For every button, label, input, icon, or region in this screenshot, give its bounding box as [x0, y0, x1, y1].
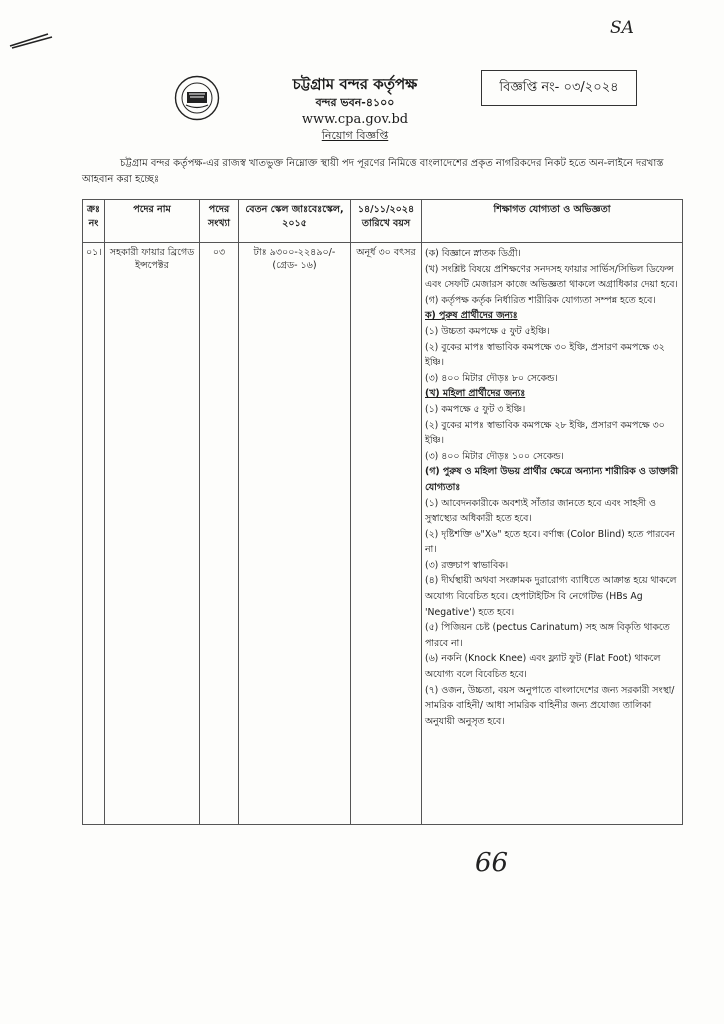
document-header — [260, 74, 450, 144]
requirement-subheading: (গ) পুরুষ ও মহিলা উভয় প্রার্থীর ক্ষেত্রে অন্যান্য শারীরিক ও ডাক্তারী যোগ্যতাঃ — [425, 466, 679, 493]
cell-qualification — [422, 243, 683, 825]
table-row — [83, 243, 683, 825]
header-post-name: পদের নাম — [105, 200, 200, 243]
cell-post-count: ০৩ — [200, 243, 239, 825]
requirement-item: (২) দৃষ্টিশক্তি ৬"X৬" হতে হবে। বর্ণান্ধ (Color Blind) হতে পারবেন না। — [425, 528, 675, 556]
requirement-item: (৬) নকনি (Knock Knee) এবং ফ্ল্যাট ফুট (Flat Foot) থাকলে অযোগ্য বলে বিবেচিত হবে। — [425, 653, 661, 681]
requirement-item: (৩) ৪০০ মিটার দৌড়ঃ ১০০ সেকেন্ড। — [425, 450, 564, 462]
cell-post-name: সহকারী ফায়ার ব্রিগেড ইন্সপেক্টর — [105, 243, 200, 825]
cell-age: অনূর্ধ ৩০ বৎসর — [351, 243, 422, 825]
header-post-count: পদের সংখ্যা — [200, 200, 239, 243]
header-pay-scale: বেতন স্কেল জাঃবেঃস্কেল, ২০১৫ — [239, 200, 351, 243]
requirement-subheading: (খ) মহিলা প্রার্থীদের জন্যঃ — [425, 388, 526, 400]
requirement-item: (গ) কর্তৃপক্ষ কর্তৃক নির্ধারিত শারীরিক যোগ্যতা সম্পন্ন হতে হবে। — [425, 294, 656, 306]
organization-name: চট্টগ্রাম বন্দর কর্তৃপক্ষ — [292, 75, 418, 93]
website-link[interactable]: www.cpa.gov.bd — [301, 112, 409, 127]
requirement-subheading: ক) পুরুষ প্রার্থীদের জন্যঃ — [425, 310, 518, 322]
pen-mark-scribble — [8, 30, 54, 50]
requirement-item: (৪) দীর্ঘস্থায়ী অথবা সংক্রামক দুরারোগ্য ব্যাধিতে আক্রান্ত হয়ে থাকলে অযোগ্য বিবেচিত হবে। হেপাটাইটিস বি নেগেটিভ (HBs Ag 'Negative') হতে হবে। — [425, 575, 677, 618]
circular-number-box: বিজ্ঞপ্তি নং- ০৩/২০২৪ — [481, 70, 637, 106]
intro-paragraph: চট্টগ্রাম বন্দর কর্তৃপক্ষ-এর রাজস্ব খাতভুক্ত নিম্নোক্ত স্থায়ী পদ পূরণের নিমিত্তে বাংলাদেশের প্রকৃত নাগরিকদের নিকট হতে অন-লাইনে দরখাস্ত আহবান করা হচ্ছেঃ — [82, 158, 664, 185]
handwritten-page-mark: 66 — [475, 848, 509, 878]
cell-pay-scale: টাঃ ৯৩০০-২২৪৯০/- (গ্রেড- ১৬) — [239, 243, 351, 825]
recruitment-table — [82, 199, 683, 825]
notice-title: নিয়োগ বিজ্ঞপ্তি — [321, 129, 389, 142]
requirement-item: (১) আবেদনকারীকে অবশ্যই সাঁতার জানতে হবে এবং সাহসী ও সুস্বাস্থ্যের অধিকারী হতে হবে। — [425, 497, 656, 525]
requirement-item: (৭) ওজন, উচ্চতা, বয়স অনুপাতে বাংলাদেশের জন্য সরকারী সংস্থা/সামরিক বাহিনী/ আধা সামরিক বাহিনীর জন্য প্রযোজ্য তালিকা অনুযায়ী অনুসৃত হবে। — [425, 684, 675, 727]
cell-serial: ০১। — [83, 243, 105, 825]
port-authority-logo — [174, 75, 220, 121]
requirement-item: (ক) বিজ্ঞানে স্নাতক ডিগ্রী। — [425, 248, 521, 259]
requirement-item: (২) বুকের মাপঃ স্বাভাবিক কমপক্ষে ৩০ ইঞ্চি, প্রসারণ কমপক্ষে ৩২ ইঞ্চি। — [425, 341, 665, 369]
requirement-item: (খ) সংশ্লিষ্ট বিষয়ে প্রশিক্ষণের সনদসহ ফায়ার সার্ভিস/সিভিল ডিফেন্স এবং সেফটি মেজারস কাজে অভিজ্ঞতা থাকলে অগ্রাধিকার দেয়া হবে। — [425, 263, 678, 291]
header-age: ১৪/১১/২০২৪ তারিখে বয়স — [351, 200, 422, 243]
requirement-item: (২) বুকের মাপঃ স্বাভাবিক কমপক্ষে ২৮ ইঞ্চি, প্রসারণ কমপক্ষে ৩০ ইঞ্চি। — [425, 419, 665, 447]
header-qualification: শিক্ষাগত যোগ্যতা ও অভিজ্ঞতা — [422, 200, 683, 243]
requirement-item: (১) উচ্চতা কমপক্ষে ৫ ফুট ৫ইঞ্চি। — [425, 325, 550, 337]
requirement-item: (৫) পিজিয়ন চেষ্ট (pectus Carinatum) সহ অঙ্গ বিকৃতি থাকতে পারবে না। — [425, 622, 670, 649]
header-serial: ক্রঃ নং — [83, 200, 105, 243]
organization-address: বন্দর ভবন-৪১০০ — [315, 96, 395, 109]
requirement-item: (১) কমপক্ষে ৫ ফুট ৩ ইঞ্চি। — [425, 403, 526, 415]
requirement-item: (৩) ৪০০ মিটার দৌড়ঃ ৮০ সেকেন্ড। — [425, 372, 558, 384]
table-header-row — [83, 200, 683, 243]
handwritten-initials: SA — [610, 18, 634, 38]
requirement-item: (৩) রক্তচাপ স্বাভাবিক। — [425, 559, 509, 571]
